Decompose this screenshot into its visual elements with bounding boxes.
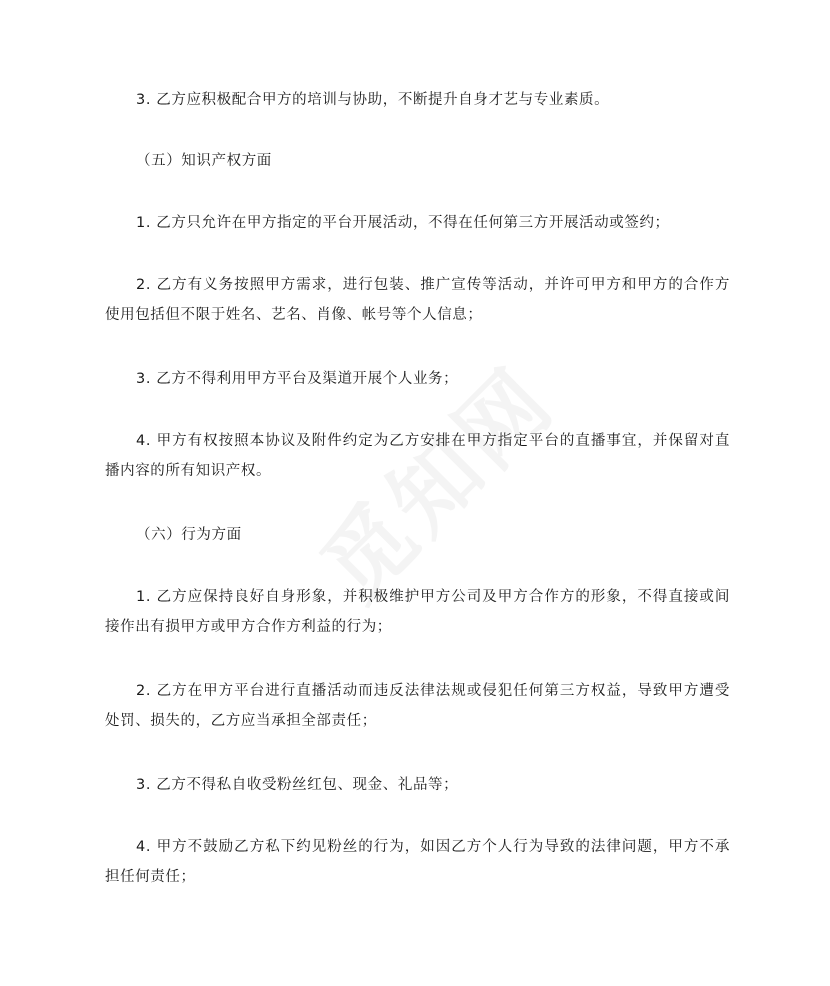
clause-2-promotion: 2. 乙方有义务按照甲方需求，进行包装、推广宣传等活动，并许可甲方和甲方的合作方使用包括但不限于姓名、艺名、肖像、帐号等个人信息； bbox=[105, 277, 730, 323]
clause-4-ip-rights: 4. 甲方有权按照本协议及附件约定为乙方安排在甲方指定平台的直播事宜，并保留对直播内容的所有知识产权。 bbox=[105, 433, 730, 479]
clause-4-fan-meeting: 4. 甲方不鼓励乙方私下约见粉丝的行为，如因乙方个人行为导致的法律问题，甲方不承担任何责任； bbox=[105, 839, 730, 885]
clause-3-training: 3. 乙方应积极配合甲方的培训与协助，不断提升自身才艺与专业素质。 bbox=[136, 92, 610, 108]
clause-1-platform: 1. 乙方只允许在甲方指定的平台开展活动，不得在任何第三方开展活动或签约； bbox=[136, 215, 670, 231]
clause-2-liability: 2. 乙方在甲方平台进行直播活动而违反法律法规或侵犯任何第三方权益，导致甲方遭受处罚、损失的，乙方应当承担全部责任； bbox=[105, 683, 730, 729]
clause-1-image: 1. 乙方应保持良好自身形象，并积极维护甲方公司及甲方合作方的形象，不得直接或间接作出有损甲方或甲方合作方利益的行为； bbox=[105, 589, 730, 635]
section-heading-ip: （五）知识产权方面 bbox=[136, 153, 272, 169]
clause-3-personal-business: 3. 乙方不得利用甲方平台及渠道开展个人业务； bbox=[136, 371, 459, 387]
clause-3-gifts: 3. 乙方不得私自收受粉丝红包、现金、礼品等； bbox=[136, 777, 459, 793]
section-heading-conduct: （六）行为方面 bbox=[136, 527, 242, 543]
